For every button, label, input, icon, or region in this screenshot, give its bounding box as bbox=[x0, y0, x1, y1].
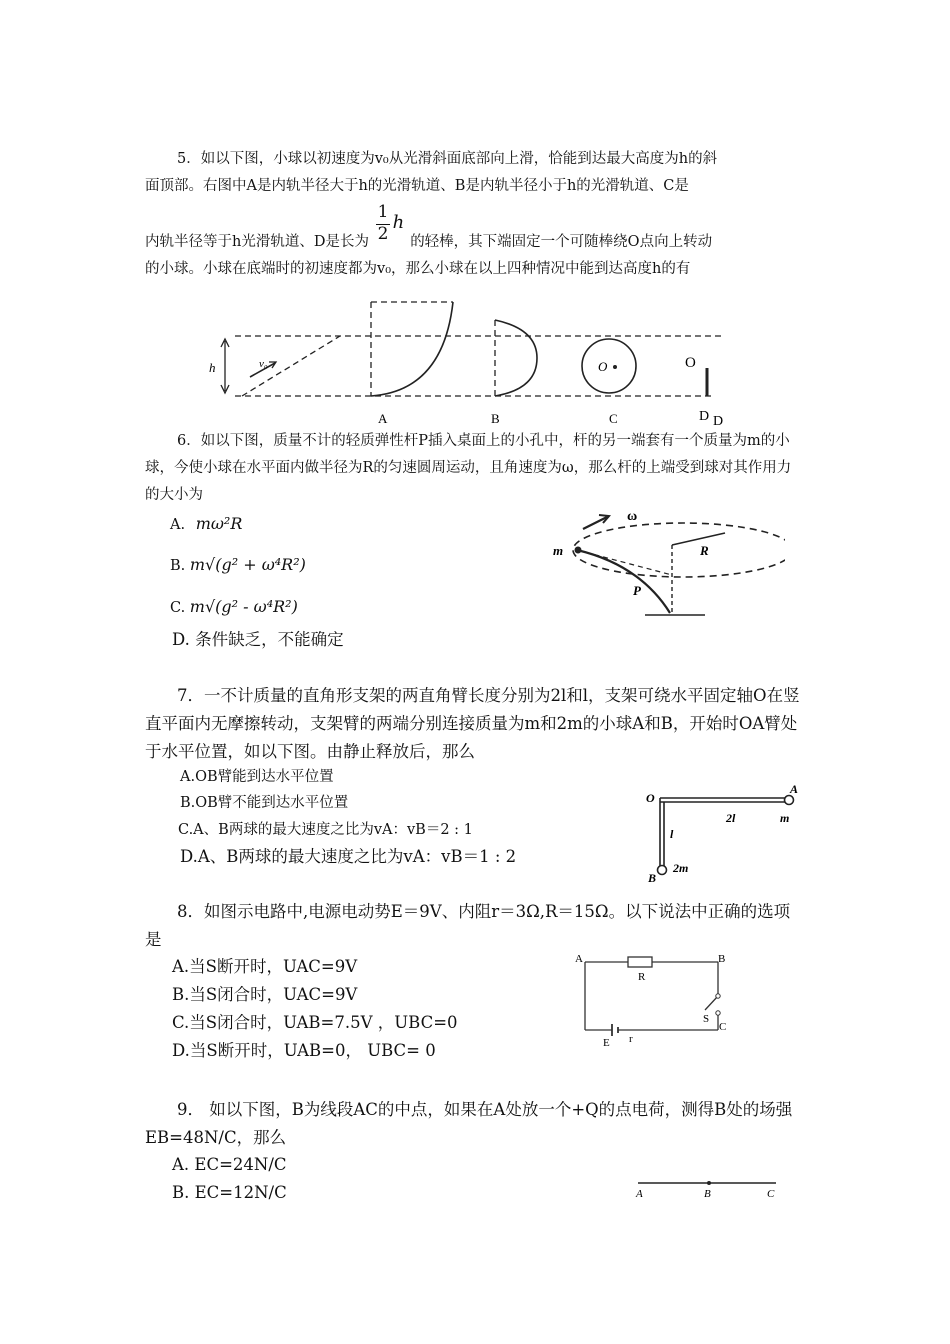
q9-fig-label-C: C bbox=[767, 1188, 775, 1200]
q5-fig-label-B: B bbox=[491, 411, 500, 426]
q6-fig-label-omega: ω bbox=[627, 509, 638, 524]
q7-fig-label-B: B bbox=[648, 871, 657, 885]
q7-fig-label-2l: 2l bbox=[726, 811, 736, 825]
q8-fig-label-r: r bbox=[629, 1033, 633, 1045]
q8-option-b: B.当S闭合时，UAC=9V bbox=[172, 985, 358, 1004]
q6-fig-label-R: R bbox=[700, 543, 709, 558]
q7-option-b: B.OB臂不能到达水平位置 bbox=[180, 795, 349, 811]
q7-fig-label-A: A bbox=[790, 782, 799, 796]
q8-fig-label-S: S bbox=[703, 1013, 710, 1025]
q5-line2: 面顶部。右图中A是内轨半径大于h的光滑轨道、B是内轨半径小于h的光滑轨道、C是 bbox=[145, 178, 689, 194]
q5-frac-den: 2 bbox=[377, 224, 389, 244]
q5-fig-label-O-center: O bbox=[598, 359, 608, 374]
q6-text: 6．如以下图，质量不计的轻质弹性杆P插入桌面上的小孔中，杆的另一端套有一个质量为m的小球，今使小球在水平面内做半径为R的匀速圆周运动，且角速度为ω，那么杆的上端受到球对其作用力的大小为 bbox=[145, 433, 792, 503]
q6-figure bbox=[545, 505, 785, 625]
q9-option-b: B. EC=12N/C bbox=[172, 1183, 287, 1202]
q8-fig-label-R: R bbox=[638, 971, 646, 983]
q7-text: 7．一不计质量的直角形支架的两直角臂长度分别为2l和l，支架可绕水平固定轴O在竖直平面内无摩擦转动，支架臂的两端分别连接质量为m和2m的小球A和B，开始时OA臂处于水平位置，如以下图。由静止释放后，那么 bbox=[145, 686, 800, 761]
q8-option-a: A.当S断开时，UAC=9V bbox=[172, 957, 358, 976]
q5-fig-label-D1: D bbox=[699, 409, 710, 424]
q7-figure bbox=[640, 780, 820, 890]
q6-option-c-label: C. bbox=[170, 600, 186, 616]
q6-option-c-expr: m√(g² - ω⁴R²) bbox=[189, 597, 298, 616]
q6-option-b bbox=[170, 555, 306, 574]
q5-fig-label-C: C bbox=[609, 411, 618, 426]
q8-option-d: D.当S断开时，UAB=0， UBC= 0 bbox=[172, 1041, 436, 1060]
q6-option-a-expr: mω²R bbox=[195, 514, 243, 533]
q7-option-d: D.A、B两球的最大速度之比为vA：vB＝1 : 2 bbox=[180, 847, 517, 866]
q7-fig-label-2m: 2m bbox=[673, 861, 689, 875]
q9-figure bbox=[630, 1175, 785, 1205]
q8-figure bbox=[570, 948, 740, 1050]
q6-fig-label-m: m bbox=[553, 543, 564, 558]
q6-option-d: D. 条件缺乏，不能确定 bbox=[172, 630, 344, 649]
q5-frac-num: 1 bbox=[377, 202, 389, 222]
q5-figure bbox=[195, 295, 755, 430]
q6-option-a-label: A. bbox=[170, 517, 186, 533]
q6-option-b-expr: m√(g² + ω⁴R²) bbox=[189, 555, 306, 574]
q6-option-b-label: B. bbox=[170, 558, 186, 574]
q6-fig-label-P: P bbox=[633, 583, 641, 598]
q5-fig-label-v0: v₀ bbox=[259, 358, 268, 370]
q5-fig-label-A: A bbox=[378, 411, 388, 426]
q7-fig-label-O: O bbox=[646, 791, 655, 805]
q8-fig-label-C: C bbox=[719, 1021, 727, 1033]
q7-fig-label-m: m bbox=[780, 811, 790, 825]
q5-frac-var: h bbox=[392, 212, 405, 233]
q8-option-c: C.当S闭合时，UAB=7.5V ，UBC=0 bbox=[172, 1013, 458, 1032]
q5-line4: 的小球。小球在底端时的初速度都为v₀，那么小球在以上四种情况中能到达高度h的有 bbox=[145, 261, 691, 277]
q8-fig-label-E: E bbox=[603, 1037, 610, 1049]
q5-text bbox=[145, 146, 805, 200]
q9-text: 9． 如以下图，B为线段AC的中点，如果在A处放一个+Q的点电荷，测得B处的场强EB=48N/C，那么 bbox=[145, 1100, 793, 1147]
q5-line3 bbox=[145, 202, 713, 252]
q8-fig-label-A: A bbox=[575, 953, 583, 965]
q5-fig-label-O-rod: O bbox=[685, 355, 696, 371]
q5-line1: 5．如以下图，小球以初速度为v₀从光滑斜面底部向上滑，恰能到达最大高度为h的斜 bbox=[177, 151, 718, 167]
q5-fig-label-D2: D bbox=[713, 414, 724, 429]
q9-option-a: A. EC=24N/C bbox=[172, 1155, 287, 1174]
q5-fraction bbox=[374, 202, 406, 252]
q6-option-c bbox=[170, 597, 298, 616]
q8-text: 8．如图示电路中,电源电动势E＝9V、内阻r＝3Ω,R＝15Ω。以下说法中正确的选项是 bbox=[145, 902, 791, 949]
q5-line3b: 的轻棒，其下端固定一个可随棒绕O点向上转动 bbox=[410, 234, 713, 250]
q7-fig-label-l: l bbox=[670, 827, 674, 841]
q9-fig-label-A: A bbox=[636, 1188, 643, 1200]
q7-option-c: C.A、B两球的最大速度之比为vA：vB＝2 : 1 bbox=[178, 822, 473, 838]
q7-option-a: A.OB臂能到达水平位置 bbox=[180, 769, 334, 785]
q5-fig-label-h: h bbox=[209, 360, 216, 375]
q9-fig-label-B: B bbox=[704, 1188, 711, 1200]
q6-option-a bbox=[170, 514, 242, 533]
q8-fig-label-B: B bbox=[718, 953, 726, 965]
q5-line3a: 内轨半径等于h光滑轨道、D是长为 bbox=[145, 234, 369, 250]
